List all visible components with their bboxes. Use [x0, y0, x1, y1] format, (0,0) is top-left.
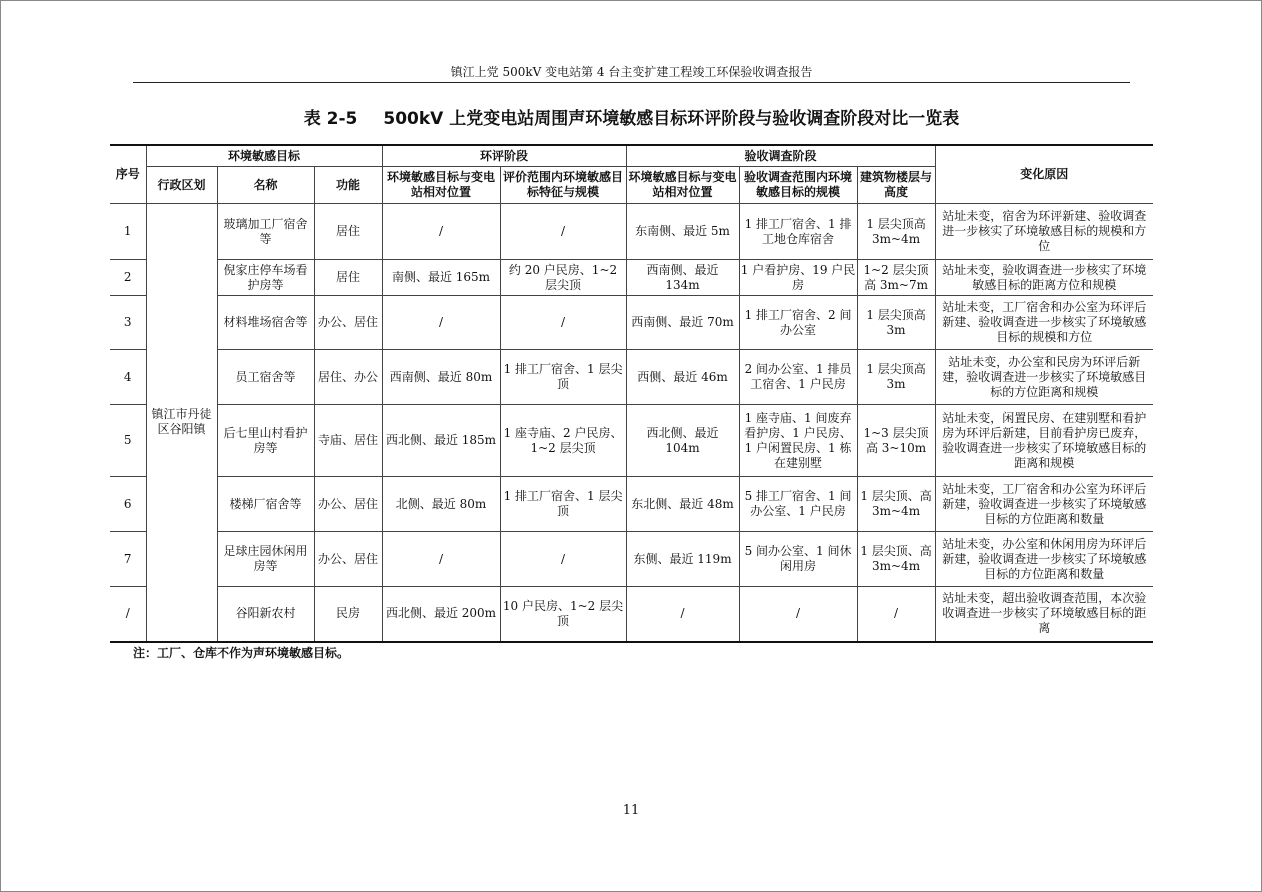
cell-eia-position: 西北侧、最近 200m [382, 587, 500, 642]
cell-function: 居住、办公 [314, 350, 382, 405]
table-row [110, 532, 1153, 587]
cell-seq: / [110, 587, 146, 642]
cell-building: 1~2 层尖顶高 3m~7m [857, 260, 935, 296]
col-survey-group: 验收调查阶段 [626, 145, 935, 167]
cell-survey-scale: 1 户看护房、19 户民房 [739, 260, 857, 296]
cell-name: 员工宿舍等 [217, 350, 314, 405]
col-seq: 序号 [110, 145, 146, 204]
cell-eia-scale: 约 20 户民房、1~2 层尖顶 [500, 260, 626, 296]
cell-seq: 1 [110, 204, 146, 260]
table-row [110, 587, 1153, 642]
cell-reason: 站址未变，超出验收调查范围，本次验收调查进一步核实了环境敏感目标的距离 [935, 587, 1153, 642]
cell-function: 民房 [314, 587, 382, 642]
cell-eia-scale: 10 户民房、1~2 层尖顶 [500, 587, 626, 642]
table-row [110, 350, 1153, 405]
cell-reason: 站址未变，办公室和休闲用房为环评后新建，验收调查进一步核实了环境敏感目标的方位距离和数量 [935, 532, 1153, 587]
cell-survey-position: 西侧、最近 46m [626, 350, 739, 405]
cell-name: 谷阳新农村 [217, 587, 314, 642]
cell-seq: 3 [110, 296, 146, 350]
cell-function: 办公、居住 [314, 532, 382, 587]
cell-building: / [857, 587, 935, 642]
col-eia-group: 环评阶段 [382, 145, 626, 167]
cell-function: 办公、居住 [314, 477, 382, 532]
table-row [110, 204, 1153, 260]
cell-eia-scale: / [500, 296, 626, 350]
table-title [133, 108, 1130, 130]
cell-survey-scale: 1 座寺庙、1 间废弃看护房、1 户民房、1 户闲置民房、1 栋在建别墅 [739, 405, 857, 477]
cell-survey-position: 西南侧、最近 70m [626, 296, 739, 350]
cell-survey-position: 西北侧、最近 104m [626, 405, 739, 477]
cell-survey-scale: 2 间办公室、1 排员工宿舍、1 户民房 [739, 350, 857, 405]
cell-function: 居住 [314, 260, 382, 296]
cell-eia-scale: 1 座寺庙、2 户民房、1~2 层尖顶 [500, 405, 626, 477]
cell-survey-scale: 5 排工厂宿舍、1 间办公室、1 户民房 [739, 477, 857, 532]
cell-function: 寺庙、居住 [314, 405, 382, 477]
cell-seq: 6 [110, 477, 146, 532]
cell-eia-position: 西南侧、最近 80m [382, 350, 500, 405]
table-number: 表 2-5 [303, 109, 358, 129]
cell-survey-scale: / [739, 587, 857, 642]
cell-building: 1 层尖顶高 3m [857, 296, 935, 350]
cell-reason: 站址未变，工厂宿舍和办公室为环评后新建、验收调查进一步核实了环境敏感目标的规模和方位 [935, 296, 1153, 350]
cell-survey-scale: 5 间办公室、1 间休闲用房 [739, 532, 857, 587]
cell-eia-position: 南侧、最近 165m [382, 260, 500, 296]
cell-eia-scale: / [500, 204, 626, 260]
col-survey-position: 环境敏感目标与变电站相对位置 [626, 167, 739, 204]
cell-seq: 5 [110, 405, 146, 477]
col-reason: 变化原因 [935, 145, 1153, 204]
col-eia-scale: 评价范围内环境敏感目标特征与规模 [500, 167, 626, 204]
cell-seq: 2 [110, 260, 146, 296]
cell-reason: 站址未变，宿舍为环评新建、验收调查进一步核实了环境敏感目标的规模和方位 [935, 204, 1153, 260]
cell-building: 1 层尖顶高 3m [857, 350, 935, 405]
table-row [110, 477, 1153, 532]
cell-building: 1 层尖顶、高 3m~4m [857, 477, 935, 532]
cell-name: 足球庄园休闲用房等 [217, 532, 314, 587]
cell-eia-scale: / [500, 532, 626, 587]
cell-name: 楼梯厂宿舍等 [217, 477, 314, 532]
cell-reason: 站址未变，工厂宿舍和办公室为环评后新建，验收调查进一步核实了环境敏感目标的方位距离和数量 [935, 477, 1153, 532]
cell-name: 后七里山村看护房等 [217, 405, 314, 477]
cell-survey-position: 东侧、最近 119m [626, 532, 739, 587]
cell-survey-position: 东北侧、最近 48m [626, 477, 739, 532]
col-survey-scale: 验收调查范围内环境敏感目标的规模 [739, 167, 857, 204]
cell-eia-scale: 1 排工厂宿舍、1 层尖顶 [500, 477, 626, 532]
cell-name: 玻璃加工厂宿舍等 [217, 204, 314, 260]
cell-district: 镇江市丹徒区谷阳镇 [146, 204, 217, 642]
cell-name: 倪家庄停车场看护房等 [217, 260, 314, 296]
comparison-table [110, 144, 1153, 643]
cell-survey-position: / [626, 587, 739, 642]
col-building: 建筑物楼层与高度 [857, 167, 935, 204]
cell-survey-position: 西南侧、最近 134m [626, 260, 739, 296]
cell-building: 1~3 层尖顶高 3~10m [857, 405, 935, 477]
cell-eia-scale: 1 排工厂宿舍、1 层尖顶 [500, 350, 626, 405]
col-eia-position: 环境敏感目标与变电站相对位置 [382, 167, 500, 204]
table-row [110, 296, 1153, 350]
cell-eia-position: / [382, 532, 500, 587]
cell-function: 居住 [314, 204, 382, 260]
col-target-group: 环境敏感目标 [146, 145, 382, 167]
cell-eia-position: / [382, 204, 500, 260]
table-row [110, 260, 1153, 296]
cell-reason: 站址未变，验收调查进一步核实了环境敏感目标的距离方位和规模 [935, 260, 1153, 296]
col-function: 功能 [314, 167, 382, 204]
cell-eia-position: 北侧、最近 80m [382, 477, 500, 532]
cell-eia-position: 西北侧、最近 185m [382, 405, 500, 477]
col-district: 行政区划 [146, 167, 217, 204]
cell-survey-scale: 1 排工厂宿舍、2 间办公室 [739, 296, 857, 350]
header-row-1 [110, 145, 1153, 167]
page-number: 11 [622, 803, 640, 818]
table-note: 注：工厂、仓库不作为声环境敏感目标。 [133, 646, 350, 660]
cell-building: 1 层尖顶、高 3m~4m [857, 532, 935, 587]
table-caption: 500kV 上党变电站周围声环境敏感目标环评阶段与验收调查阶段对比一览表 [383, 109, 960, 129]
cell-survey-position: 东南侧、最近 5m [626, 204, 739, 260]
cell-seq: 7 [110, 532, 146, 587]
col-name: 名称 [217, 167, 314, 204]
cell-survey-scale: 1 排工厂宿舍、1 排工地仓库宿舍 [739, 204, 857, 260]
table-row [110, 405, 1153, 477]
cell-function: 办公、居住 [314, 296, 382, 350]
cell-reason: 站址未变，办公室和民房为环评后新建，验收调查进一步核实了环境敏感目标的方位距离和规模 [935, 350, 1153, 405]
cell-name: 材料堆场宿舍等 [217, 296, 314, 350]
cell-seq: 4 [110, 350, 146, 405]
cell-reason: 站址未变，闲置民房、在建别墅和看护房为环评后新建，目前看护房已废弃，验收调查进一步核实了环境敏感目标的距离和规模 [935, 405, 1153, 477]
cell-eia-position: / [382, 296, 500, 350]
running-header: 镇江上党 500kV 变电站第 4 台主变扩建工程竣工环保验收调查报告 [133, 64, 1130, 83]
cell-building: 1 层尖顶高 3m~4m [857, 204, 935, 260]
